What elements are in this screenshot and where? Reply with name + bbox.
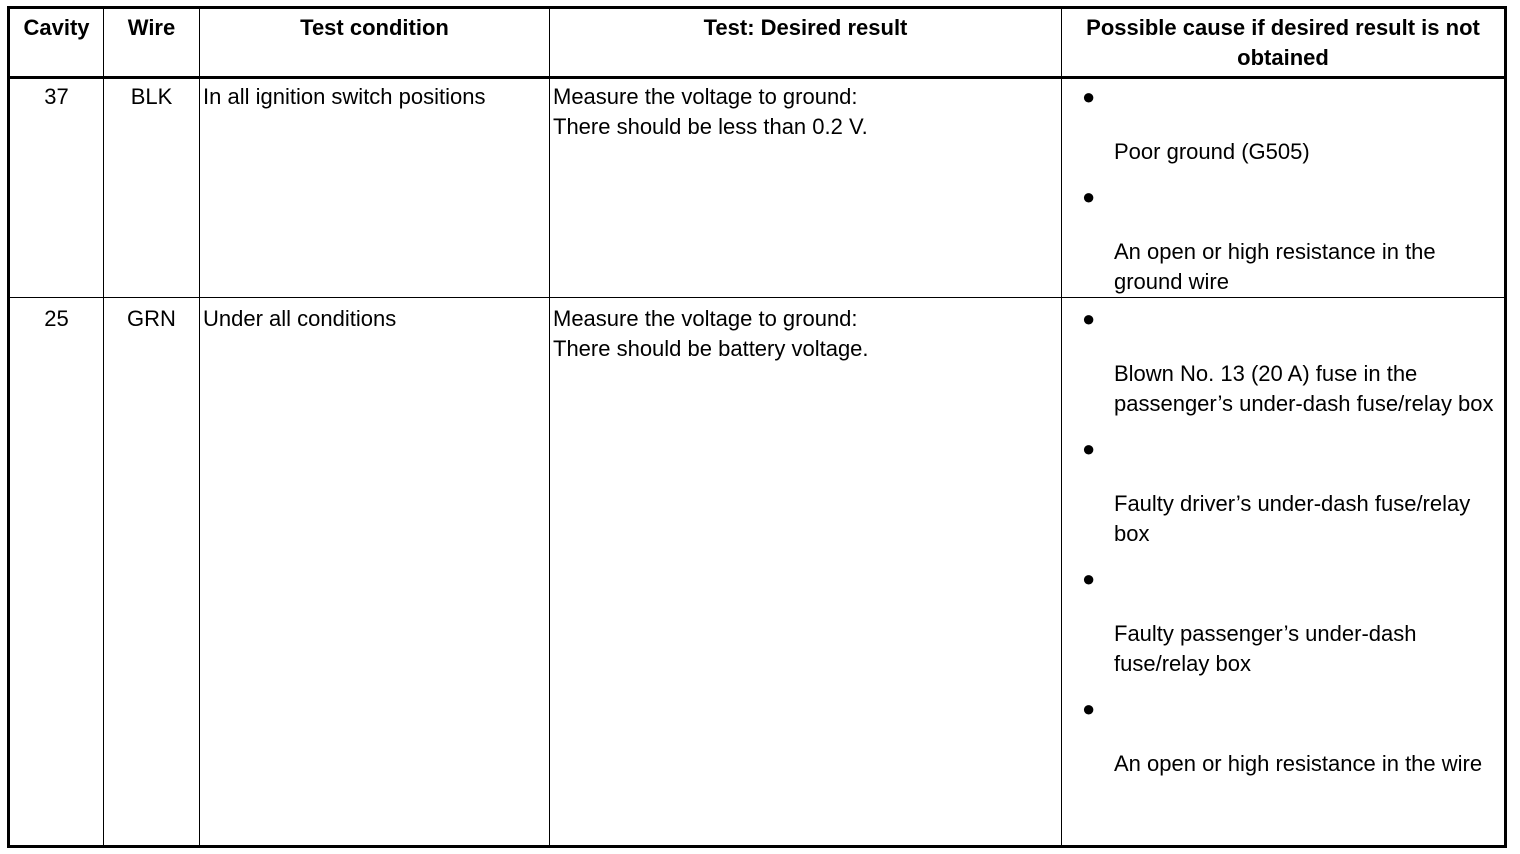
cause-text: An open or high resistance in the wire (1114, 751, 1483, 776)
test-condition-cell: Under all conditions (200, 298, 550, 848)
cavity-cell: 37 (10, 76, 104, 297)
cause-item (1062, 434, 1504, 549)
diagnostic-table (7, 6, 1507, 848)
wire-cell: BLK (104, 76, 200, 297)
header-possible-cause: Possible cause if desired result is not obtained (1086, 15, 1480, 70)
cause-text: An open or high resistance in the ground wire (1114, 239, 1436, 294)
cause-item (1062, 82, 1504, 167)
table-header (10, 9, 1504, 79)
desired-result-cell (550, 76, 1062, 297)
cause-item (1062, 182, 1504, 297)
cause-text: Blown No. 13 (20 A) fuse in the passenger’s under-dash fuse/relay box (1114, 361, 1494, 416)
desired-result-line: There should be battery voltage. (553, 336, 869, 361)
wire-cell: GRN (104, 298, 200, 848)
table-row (10, 76, 1504, 298)
desired-result-line: Measure the voltage to ground: (553, 306, 858, 331)
desired-result-line: There should be less than 0.2 V. (553, 114, 868, 139)
header-cavity: Cavity (10, 9, 104, 76)
cause-text: Poor ground (G505) (1114, 139, 1310, 164)
cause-item (1062, 304, 1504, 419)
table-row (10, 298, 1504, 848)
possible-cause-cell (1062, 76, 1504, 297)
cause-text: Faulty driver’s under-dash fuse/relay box (1114, 491, 1471, 546)
bullet-icon: ● (1082, 566, 1096, 591)
cavity-cell: 25 (10, 298, 104, 848)
bullet-icon: ● (1082, 436, 1096, 461)
bullet-icon: ● (1082, 306, 1096, 331)
bullet-icon: ● (1082, 696, 1096, 721)
bullet-icon: ● (1082, 84, 1096, 109)
desired-result-line: Measure the voltage to ground: (553, 84, 858, 109)
bullet-icon: ● (1082, 184, 1096, 209)
test-condition-cell: In all ignition switch positions (200, 76, 550, 297)
header-desired-result: Test: Desired result (550, 9, 1062, 76)
possible-cause-cell (1062, 298, 1504, 848)
cause-text: Faulty passenger’s under-dash fuse/relay box (1114, 621, 1417, 676)
header-wire: Wire (104, 9, 200, 76)
cause-item (1062, 694, 1504, 779)
cause-item (1062, 564, 1504, 679)
desired-result-cell (550, 298, 1062, 848)
header-test-condition: Test condition (200, 9, 550, 76)
